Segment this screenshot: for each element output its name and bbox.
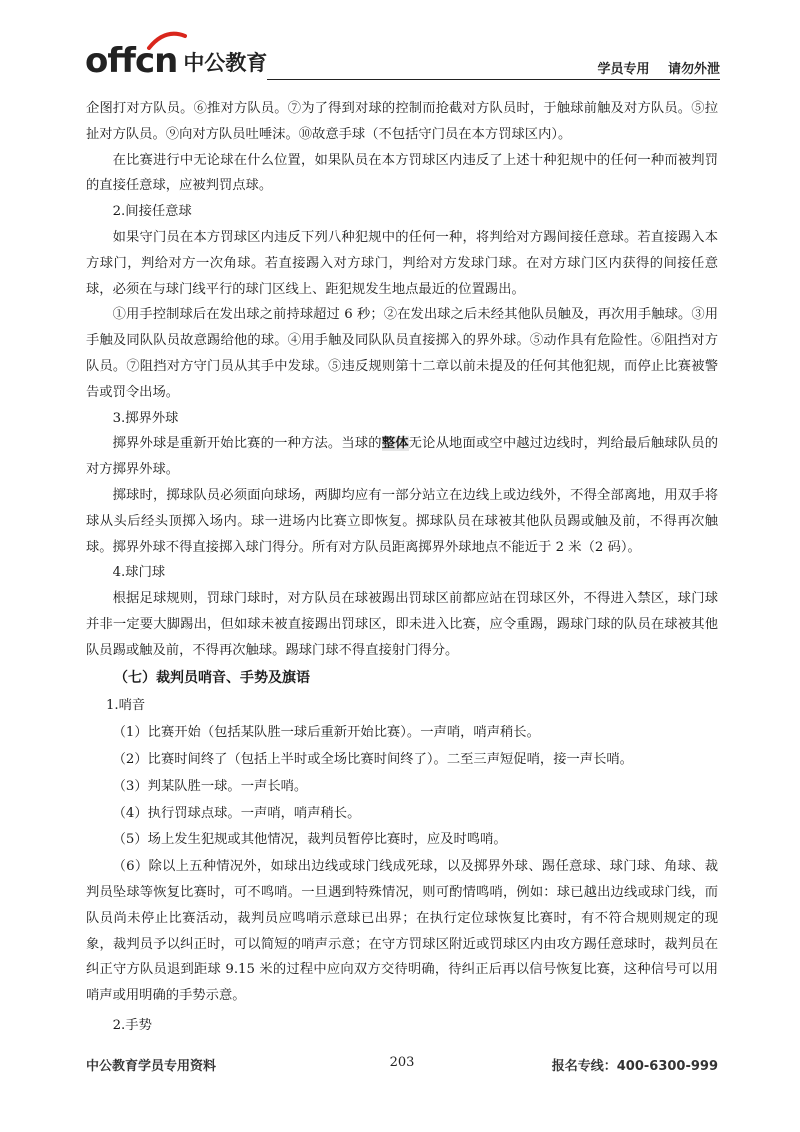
list-item: （4）执行罚球点球。一声哨，哨声稍长。 <box>112 805 361 821</box>
logo-arc-icon <box>145 30 187 50</box>
paragraph: 根据足球规则，罚球门球时，对方队员在球被踢出罚球区前都应站在罚球区外，不得进入禁区，球门球并非一定要大脚踢出，但如球未被直接踢出罚球区，即未进入比赛，应令重踢，踢球门球的队员在球被其他队员踢或触及前，不得再次触球。踢球门球不得直接射门得分。 <box>86 591 718 658</box>
subheading-goal-kick: 4.球门球 <box>112 565 166 581</box>
subheading-whistle: 1.哨音 <box>105 698 146 714</box>
page-number: 203 <box>389 1055 415 1070</box>
paragraph: 如果守门员在本方罚球区内违反下列八种犯规中的任何一种，将判给对方踢间接任意球。若直接踢入本方球门，判给对方一次角球。若直接踢入对方球门，判给对方发球门球。在对方球门区内获得的间接任意球，必须在与球门线平行的球门区线上、距犯规发生地点最近的位置踢出。 <box>86 229 718 297</box>
subheading-gesture: 2.手势 <box>112 1017 152 1033</box>
paragraph: 掷球时，掷球队员必须面向球场，两脚均应有一部分站立在边线上或边线外，不得全部离地，用双手将球从头后经头顶掷入场内。球一进场内比赛立即恢复。掷球队员在球被其他队员踢或触及前，不得再次触球。掷界外球不得直接掷入球门得分。所有对方队员距离掷界外球地点不能近于 2 米（2 码）。 <box>86 487 718 555</box>
paragraph: 在比赛进行中无论球在什么位置，如果队员在本方罚球区内违反了上述十种犯规中的任何一种而被判罚的直接任意球，应被判罚点球。 <box>86 152 718 194</box>
list-item: （5）场上发生犯规或其他情况，裁判员暂停比赛时，应及时鸣哨。 <box>112 832 507 848</box>
list-item: （6）除以上五种情况外，如球出边线或球门线成死球，以及掷界外球、踢任意球、球门球、角球、裁判员坠球等恢复比赛时，可不鸣哨。一旦遇到特殊情况，则可酌情鸣哨，例如：球已越出边线或球门线，而队员尚未停止比赛活动，裁判员应鸣哨示意球已出界；在执行定位球恢复比赛时，有不符合规则规定的现象，裁判员予以纠正时，可以简短的哨声示意；在守方罚球区附近或罚球区内由攻方踢任意球时，裁判员在纠正守方队员退到距球 9.15 米的过程中应向双方交待明确，待纠正后再以信号恢复比赛，这种信号可以用哨声或用明确的手势示意。 <box>86 859 718 1004</box>
list-item: （1）比赛开始（包括某队胜一球后重新开始比赛）。一声哨，哨声稍长。 <box>112 725 540 741</box>
paragraph: ①用手控制球后在发出球之前持球超过 6 秒；②在发出球之后未经其他队员触及，再次用手触球。③用手触及同队队员故意踢给他的球。④用手触及同队队员直接掷入的界外球。⑤动作具有危险性。⑥阻挡对方队员。⑦阻挡对方守门员从其手中发球。⑤违反规则第十二章以前未提及的任何其他犯规，而停止比赛被警告或罚令出场。 <box>86 307 718 400</box>
text-run: 掷界外球是重新开始比赛的一种方法。当球的 <box>112 436 382 452</box>
footer-hotline: 报名专线：400-6300-999 <box>551 1059 718 1074</box>
offcn-logo <box>85 38 268 81</box>
member-only-tag: 学员专用 <box>597 62 650 77</box>
page-footer <box>86 1055 718 1075</box>
list-item: （2）比赛时间终了（包括上半时或全场比赛时间终了）。二至三声短促哨，接一声长哨。 <box>112 751 633 767</box>
page-body <box>86 96 718 1039</box>
paragraph <box>86 431 718 483</box>
confidential-tag: 请勿外泄 <box>667 62 720 77</box>
logo-wordmark: offcn <box>85 41 178 81</box>
header-rule <box>267 79 720 80</box>
list-item: （3）判某队胜一球。一声长哨。 <box>112 778 308 794</box>
header-tags <box>597 58 720 77</box>
logo-chinese-name: 中公教育 <box>183 51 268 75</box>
text-run: 无论从地面或空中越过边线时，判给最后触球队员的对方掷界外球。 <box>86 436 719 478</box>
highlighted-term: 整体 <box>381 436 409 452</box>
footer-label: 中公教育学员专用资料 <box>86 1059 217 1074</box>
section-heading: （七）裁判员哨音、手势及旗语 <box>114 669 310 686</box>
subheading-throw-in: 3.掷界外球 <box>112 410 179 426</box>
subheading-indirect-free-kick: 2.间接任意球 <box>112 204 192 220</box>
page-header <box>85 30 720 84</box>
paragraph: 企图打对方队员。⑥推对方队员。⑦为了得到对球的控制而抢截对方队员时，于触球前触及对方队员。⑤拉扯对方队员。⑨向对方队员吐唾沫。⑩故意手球（不包括守门员在本方罚球区内）。 <box>86 101 718 142</box>
